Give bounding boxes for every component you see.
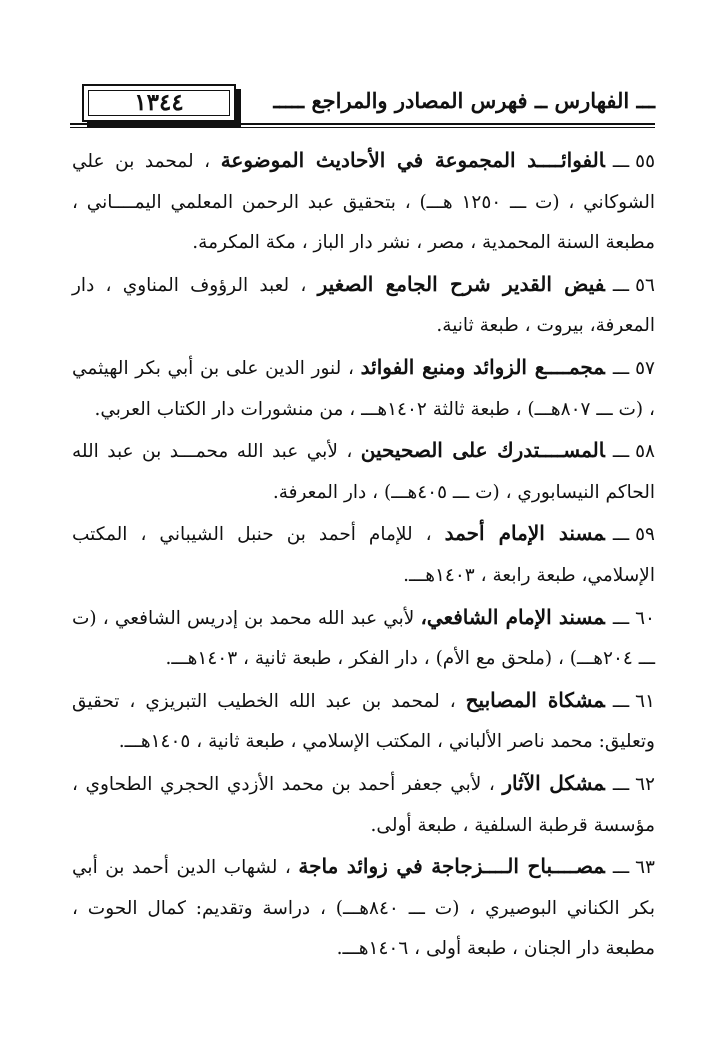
entry-dash: ـــ <box>612 524 630 546</box>
entry-text: ، لمحمد بن عبد الله الخطيب التبريزي ، تحقيق وتعليق: محمد ناصر الألباني ، المكتب الإسلامي ، طبعة ثانية ، ١٤٠٥هـــ. <box>72 690 655 753</box>
entry-number: ٥٥ <box>635 151 656 172</box>
entry-text: ، لشهاب الدين أحمد بن أبي بكر الكناني البوصيري ، (ت ـــ ٨٤٠هـــ) ، دراسة وتقديم: كمال الحوت ، مطبعة دار الجنان ، طبعة أولى ، ١٤٠٦هـــ. <box>72 857 655 960</box>
header-rule <box>70 123 655 125</box>
entry-number: ٥٦ <box>635 274 655 296</box>
entry-text: ، لنور الدين على بن أبي بكر الهيثمي ، (ت ـــ ٨٠٧هـــ) ، طبعة ثالثة ١٤٠٢هـــ ، من منشورات دار الكتاب العربي. <box>72 357 655 420</box>
entry-text: ، لأبي عبد الله محمـــد بن عبد الله الحاكم النيسابوري ، (ت ـــ ٤٠٥هـــ) ، دار المعرفة. <box>72 441 655 503</box>
entry-dash: ـــ <box>612 857 630 879</box>
entry-text: لأبي عبد الله محمد بن إدريس الشافعي ، (ت ـــ ٢٠٤هـــ) ، (ملحق مع الأم) ، دار الفكر ، طبعة ثانية ، ١٤٠٣هـــ. <box>72 607 655 670</box>
entry-text: ، لأبي جعفر أحمد بن محمد الأزدي الحجري الطحاوي ، مؤسسة قرطبة السلفية ، طبعة أولى. <box>72 773 655 836</box>
entry-title: مسند الإمام أحمد <box>444 521 605 546</box>
entry-number: ٦٣ <box>635 857 655 879</box>
entry-number: ٦٢ <box>635 773 655 795</box>
bibliography-list <box>72 140 655 970</box>
entry-title: مجمــــع الزوائد ومنبع الفوائد <box>360 354 605 379</box>
entry-title: مصــــباح الــــزجاجة في زوائد ماجة <box>298 854 605 879</box>
entry-number: ٦٠ <box>635 607 655 629</box>
bibliography-entry <box>72 597 655 680</box>
page-number: ١٣٤٤ <box>134 89 184 116</box>
entry-title: مسند الإمام الشافعي، <box>420 604 605 629</box>
page-header <box>70 80 655 130</box>
entry-number: ٥٧ <box>635 357 655 379</box>
entry-dash: ـــ <box>612 690 630 712</box>
entry-number: ٥٩ <box>635 524 655 546</box>
bibliography-entry <box>72 680 655 763</box>
bibliography-entry <box>72 347 655 430</box>
entry-title: المســــتدرك على الصحيحين <box>360 438 605 463</box>
entry-title: مشكاة المصابيح <box>465 687 605 712</box>
entry-title: فيض القدير شرح الجامع الصغير <box>317 271 605 296</box>
entry-number: ٦١ <box>635 690 655 712</box>
page-number-box <box>82 84 236 122</box>
entry-text: ، لعبد الرؤوف المناوي ، دار المعرفة، بيروت ، طبعة ثانية. <box>72 274 655 337</box>
entry-title: مشكل الآثار <box>502 770 605 795</box>
entry-dash: ـــ <box>612 607 630 629</box>
entry-dash: ـــ <box>612 274 630 296</box>
entry-text: ، للإمام أحمد بن حنبل الشيباني ، المكتب الإسلامي، طبعة رابعة ، ١٤٠٣هـــ. <box>72 524 655 586</box>
bibliography-entry <box>72 430 655 513</box>
bibliography-entry <box>72 763 655 846</box>
running-title: ـــ الفهارس ــ فهرس المصادر والمراجع ـــــ <box>273 88 655 113</box>
entry-dash: ـــ <box>612 151 630 172</box>
bibliography-entry <box>72 513 655 596</box>
entry-dash: ـــ <box>612 773 630 795</box>
entry-dash: ـــ <box>612 357 630 379</box>
bibliography-entry <box>72 264 655 347</box>
entry-dash: ـــ <box>612 441 630 463</box>
entry-number: ٥٨ <box>635 441 655 463</box>
bibliography-entry <box>72 846 655 970</box>
entry-text: ، لمحمد بن علي الشوكاني ، (ت ـــ ١٢٥٠ هـــ) ، بتحقيق عبد الرحمن المعلمي اليمــــاني ، مطبعة السنة المحمدية ، مصر ، نشر دار الباز ، مكة المكرمة. <box>72 151 655 254</box>
header-rule-thin <box>70 127 655 128</box>
entry-title: الفوائــــد المجموعة في الأحاديث الموضوعة <box>220 148 605 172</box>
bibliography-entry <box>72 140 655 264</box>
